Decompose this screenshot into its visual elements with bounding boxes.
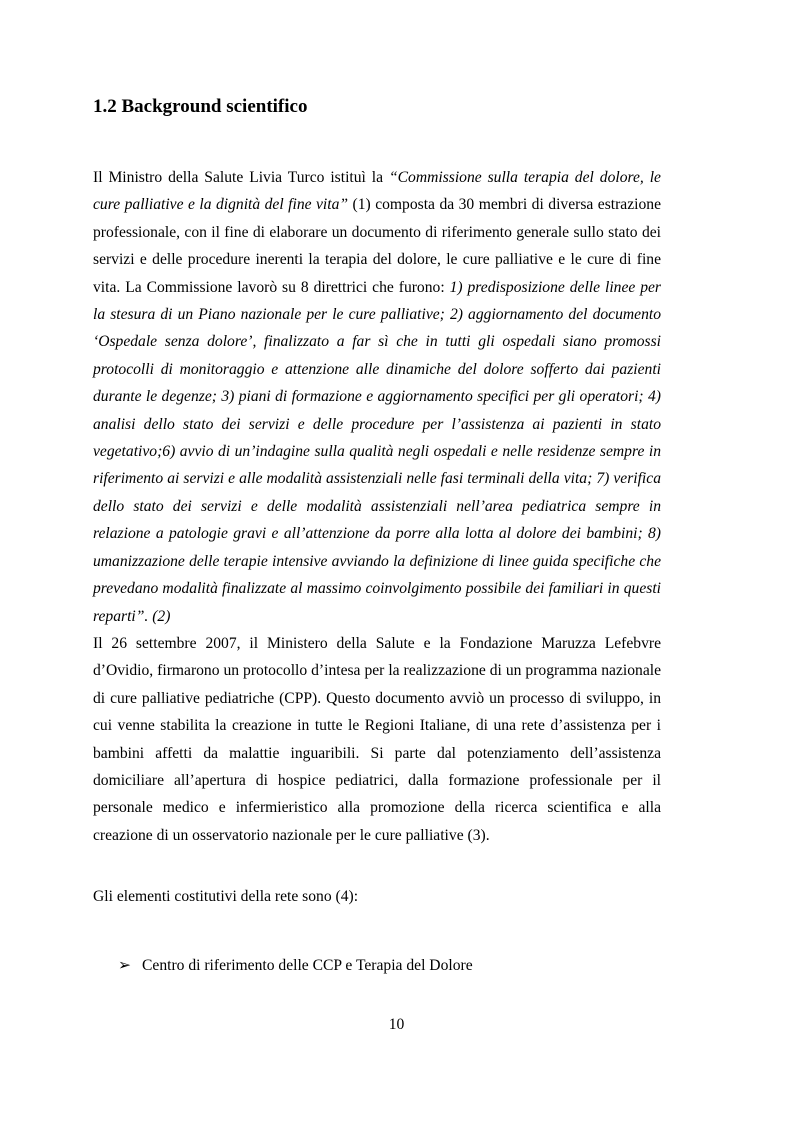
arrow-bullet-icon: ➢ bbox=[118, 957, 132, 974]
paragraph-segment-italic: 1) predisposizione delle linee per la stesura di un Piano nazionale per le cure palliative; 2) aggiornamento del documento ‘Ospedale senza dolore’, finalizzato a far sì che in tutti gli ospedali siano promossi protocolli di monitoraggio e attenzione alle dinamiche del dolore sofferto dai pazienti durante le degenze; 3) piani di formazione e aggiornamento specifici per gli operatori; 4) analisi dello stato dei servizi e delle procedure per l’assistenza ai pazienti in stato vegetativo;6) avvio di un’indagine sulla qualità negli ospedali e nelle residenze sempre in riferimento ai servizi e alle modalità assistenziali nelle fasi terminali della vita; 7) verifica dello stato dei servizi e delle modalità assistenziali nell’area pediatrica sempre in relazione a patologie gravi e all’attenzione da porre alla lotta al dolore dei bambini; 8) umanizzazione delle terapie intensive avviando la definizione di linee guida specifiche che prevedano modalità finalizzate al massimo coinvolgimento possibile dei familiari in questi reparti”. (2) bbox=[93, 278, 662, 625]
paragraph-segment: (1) composta da 30 membri di diversa estrazione professionale, con il fine di elaborare un documento di riferimento generale sullo stato dei servizi e delle procedure inerenti la terapia del dolore, le cure palliative e le cure di fine vita. La Commissione lavorò su 8 direttrici che furono: bbox=[93, 196, 661, 296]
list-item bbox=[118, 952, 473, 979]
paragraph-segment-italic: “Commissione sulla terapia del dolore, le cure palliative e la dignità del fine vita” bbox=[93, 169, 661, 214]
section-heading: 1.2 Background scientifico bbox=[93, 96, 308, 117]
page-number: 10 bbox=[388, 1016, 405, 1033]
paragraph-protocol: Il 26 settembre 2007, il Ministero della Salute e la Fondazione Maruzza Lefebvre d’Ovidio, firmarono un protocollo d’intesa per la realizzazione di un programma nazionale di cure palliative pediatriche (CPP). Questo documento avviò un processo di sviluppo, in cui venne stabilita la creazione in tutte le Regioni Italiane, di una rete d’assistenza per i bambini affetti da malattie inguaribili. Si parte dal potenziamento dell’assistenza domiciliare all’apertura di hospice pediatrici, dalla formazione professionale per il personale medico e infermieristico alla promozione della ricerca scientifica e alla creazione di un osservatorio nazionale per le cure palliative (3). bbox=[93, 635, 661, 844]
list-item-text: Centro di riferimento delle CCP e Terapia del Dolore bbox=[142, 957, 473, 974]
paragraph-segment: Il Ministro della Salute Livia Turco istituì la bbox=[93, 169, 389, 186]
paragraph-commission bbox=[93, 164, 661, 630]
network-elements-intro: Gli elementi costitutivi della rete sono (4): bbox=[93, 888, 359, 905]
